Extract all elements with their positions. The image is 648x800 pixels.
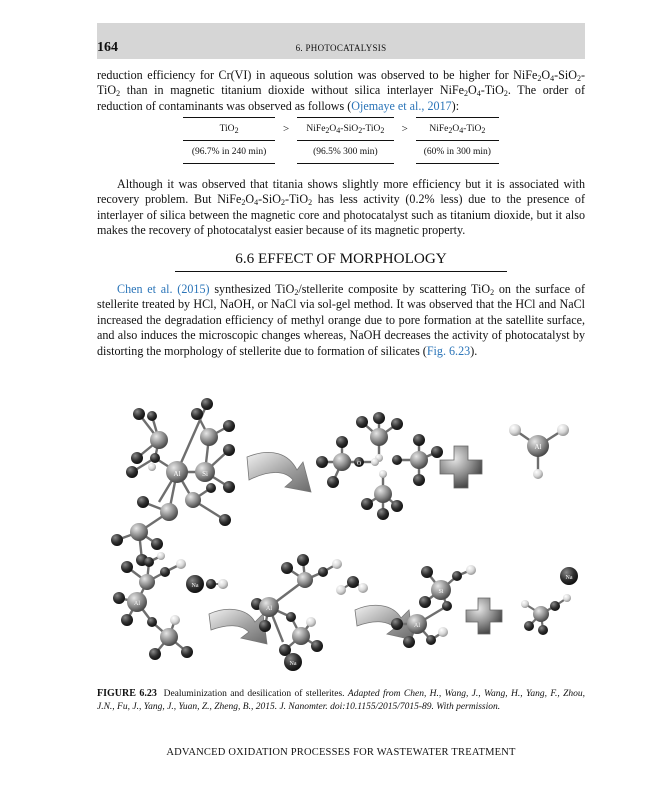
page-number: 164 [97,40,118,55]
figure-6-23 [97,392,585,677]
table-cell: (96.7% in 240 min) [183,141,275,164]
table-row [183,118,499,141]
label-si: Si [438,589,444,595]
label-al: Al [266,606,272,612]
figure-label: FIGURE 6.23 [97,688,157,699]
section-heading: 6.6 EFFECT OF MORPHOLOGY [175,250,507,272]
table-row [183,141,499,164]
figure-link[interactable]: Fig. 6.23 [426,343,471,358]
label-al: Al [534,443,542,451]
greater-than-sign: > [401,123,408,135]
molecular-diagram [97,392,585,677]
table-cell: $NiFe_2O_4-TiO_2$ [416,118,499,141]
plus-icon [440,446,482,488]
reaction-arrow-icon [247,452,311,492]
label-si: Si [202,470,208,478]
plus-icon [466,598,502,634]
label-na: Na [191,583,199,589]
table-cell: $NiFe_2O_4-SiO_2-TiO_2$ [297,118,394,141]
label-na: Na [289,661,297,667]
label-al: Al [134,601,140,607]
table-cell: (96.5% 300 min) [297,141,394,164]
label-al: Al [173,470,181,478]
label-al: Al [414,623,420,629]
label-o: O [356,461,362,467]
citation-link-chen[interactable]: Chen et al. (2015) [117,282,210,296]
reaction-arrow-icon [209,609,267,644]
greater-than-sign: > [283,123,290,135]
paragraph-2: Although it was observed that titania shows slightly more efficiency but it is associated with recovery problem. But $NiFe_2O_4-SiO_2-TiO_2$ has less activity (0.2% less) due to the presence of interlayer of silica between the magnetic core and photocatalyst such as titanium dioxide, but it also makes the recovery of photocatalyst easier because of its magnetic property. [97,177,586,238]
page-footer: ADVANCED OXIDATION PROCESSES FOR WASTEWATER TREATMENT [166,747,516,758]
paragraph-3: Chen et al. (2015) synthesized TiO$_2$/stellerite composite by scattering TiO$_2$ on the surface of stellerite treated by HCl, NaOH, or NaCl via sol-gel method. It was observed that the HCl and NaCl increased the degradation efficiency of methyl orange due to pore formation at the satellite surface, and also induces the microscopic changes whereas, NaOH decreases the activity of photocatalyst by distorting the morphology of stellerite due to formation of silicates (Fig. 6.23). [97,282,585,358]
figure-caption: FIGURE 6.23 Dealuminization and desilication of stellerites. Adapted from Chen, H., Wang, J., Wang, H., Yang, F., Zhou, J.N., Fu, J., Yang, J., Yuan, Z., Zheng, B., 2015. J. Nanomter. doi:10.1155/2015/7015-89. With permission. [97,688,585,712]
citation-link-ojemaye[interactable]: Ojemaye et al., 2017 [351,98,452,113]
reaction-arrow-icon [355,605,413,640]
header-band [97,23,585,59]
running-head: 6. PHOTOCATALYSIS [295,43,387,53]
reduction-order-table [183,117,499,164]
paragraph-1: reduction efficiency for Cr(VI) in aqueous solution was observed to be higher for $NiFe_2O_4-SiO_2-TiO_2$ than in magnetic titanium dioxide without silica interlayer $NiFe_2O_4-TiO_2$. The order of reduction of contaminants was observed as follows (Ojemaye et al., 2017): [97,68,585,113]
label-na: Na [565,575,573,581]
table-cell: TiO$_2$ [183,118,275,141]
table-cell: (60% in 300 min) [416,141,499,164]
